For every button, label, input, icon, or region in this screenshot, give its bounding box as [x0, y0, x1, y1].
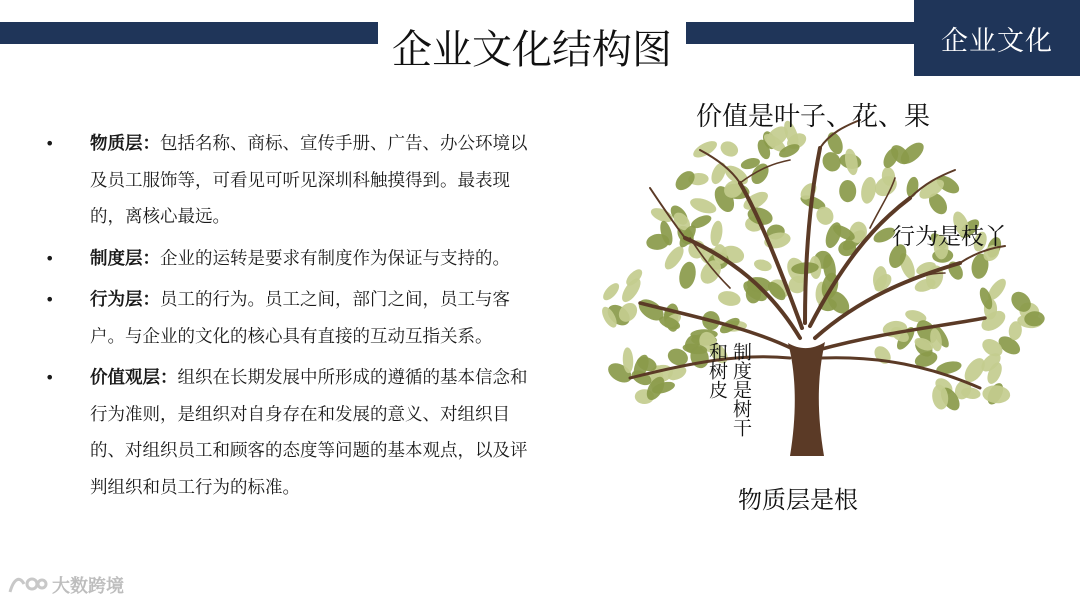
- bullet-item: [42, 282, 542, 355]
- tree-graphic: [590, 88, 1060, 518]
- bullet-term: 行为层：: [90, 290, 160, 310]
- leaf: [600, 280, 622, 302]
- leaf: [824, 130, 845, 156]
- bullet-term: 制度层：: [90, 248, 160, 269]
- bullet-text: 员工的行为。员工之间，部门之间，员工与客户。与企业的文化的核心具有直接的互动互指关系。: [90, 290, 510, 347]
- leaf: [982, 384, 1011, 404]
- bullet-dot: •: [45, 368, 55, 387]
- leaf: [718, 138, 741, 159]
- bullet-text: 组织在长期发展中所形成的遵循的基本信念和行为准则，是组织对自身存在和发展的意义、对组织目的、对组织员工和顾客的态度等问题的基本观点，以及评判组织和员工行为的标准。: [90, 368, 528, 498]
- leaf: [717, 289, 742, 307]
- leaf: [839, 180, 856, 202]
- watermark-text: 大数跨境: [52, 576, 124, 597]
- bullet-item: [42, 126, 542, 236]
- bullet-text: 企业的运转是要求有制度作为保证与支持的。: [160, 248, 510, 269]
- watermark-logo-icon: [6, 572, 48, 598]
- bullet-text: 包括名称、商标、宣传手册、广告、办公环境以及员工服饰等，可看见可听见深圳科触摸得到。最表现的，离核心最远。: [90, 134, 528, 227]
- page-title: 企业文化结构图: [392, 27, 672, 73]
- branch-label: 行为是枝丫: [892, 224, 1007, 250]
- leaf: [753, 258, 773, 273]
- bullet-item: [42, 241, 542, 278]
- leaf: [691, 138, 720, 161]
- bullet-dot: •: [45, 290, 55, 309]
- trunk-label: 制度是树干和树皮: [706, 342, 752, 437]
- root-label: 物质层是根: [738, 486, 858, 514]
- tree-illustration: [590, 88, 1060, 518]
- bullet-term: 价值观层：: [90, 368, 178, 388]
- bullet-term: 物质层：: [90, 134, 160, 154]
- leaf: [688, 195, 718, 216]
- bullet-dot: •: [45, 248, 55, 268]
- leaf: [709, 220, 724, 247]
- bullet-dot: •: [45, 134, 55, 153]
- leaf: [677, 260, 698, 290]
- watermark: [6, 572, 124, 598]
- bullet-item: [42, 360, 542, 506]
- bullet-list: [42, 126, 542, 511]
- leaves-label: 价值是叶子、花、果: [696, 102, 931, 132]
- corner-tag: 企业文化: [914, 0, 1080, 76]
- leaf: [843, 148, 860, 177]
- tree-trunk: [788, 342, 825, 456]
